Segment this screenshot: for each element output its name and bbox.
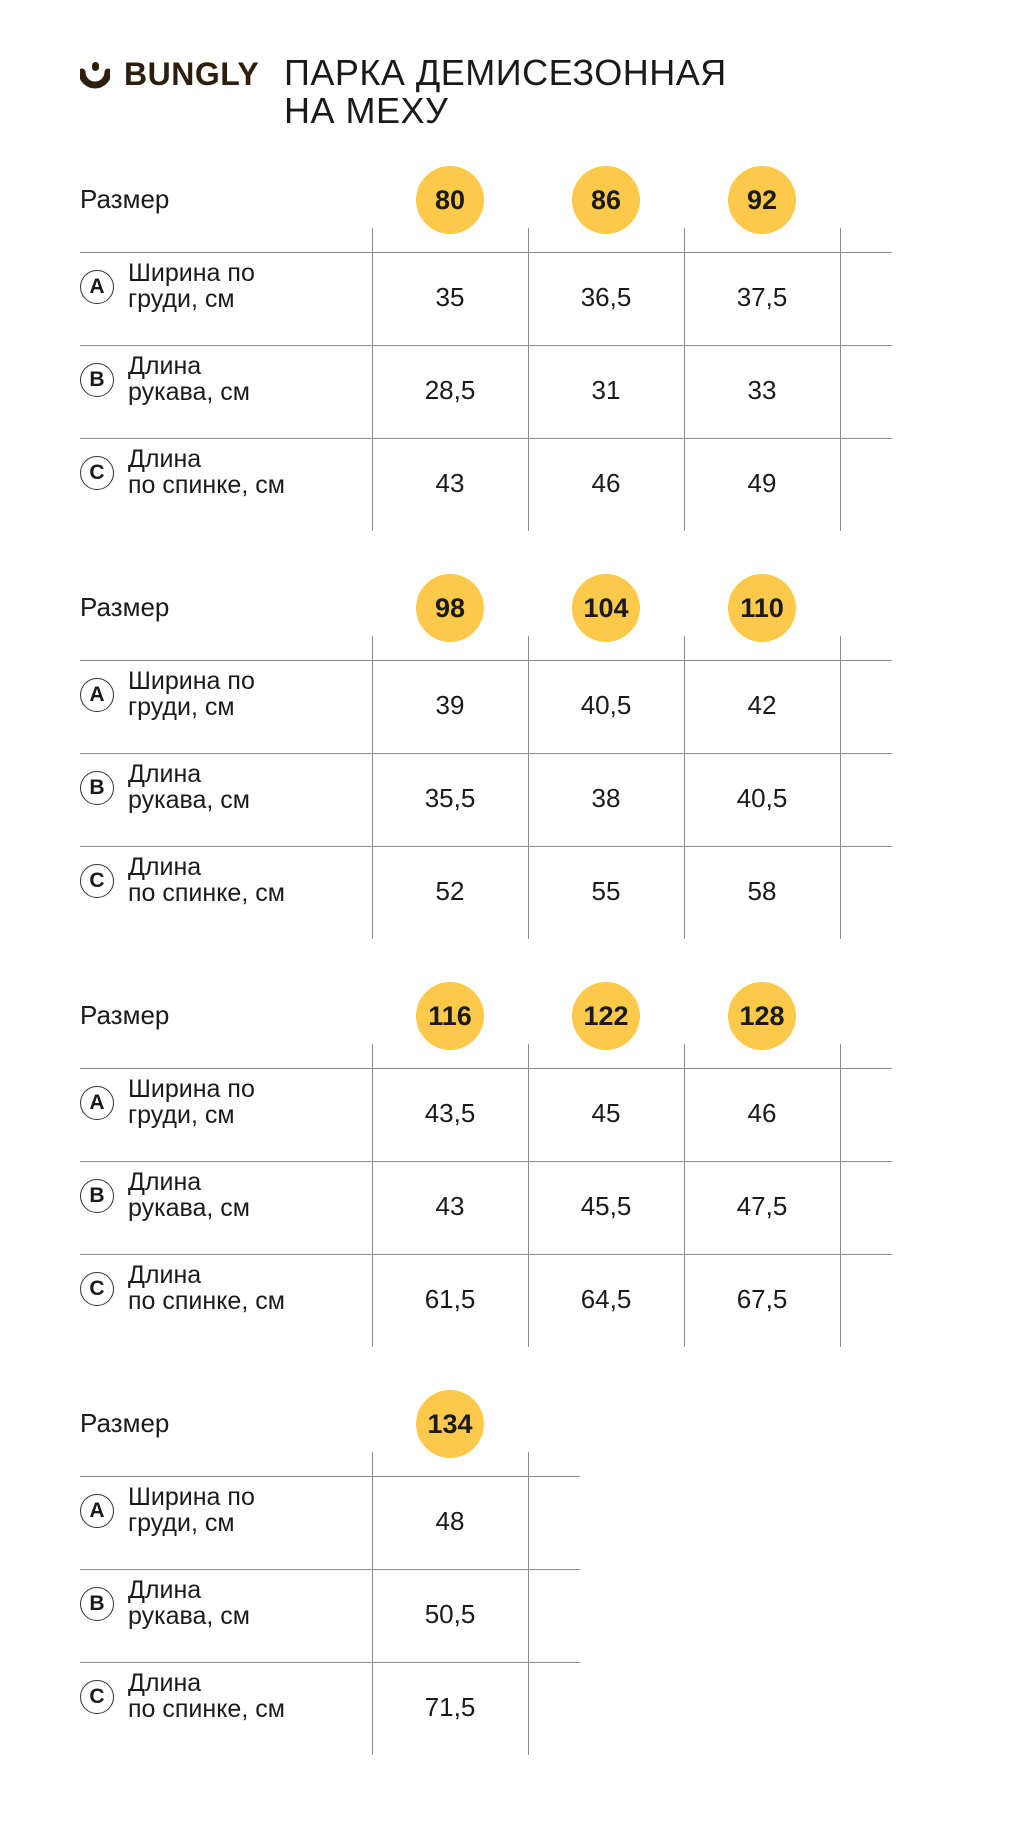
measure-value: 47,5	[736, 1191, 788, 1221]
measure-letter-b: B	[80, 1587, 114, 1621]
brand-name: BUNGLY	[124, 56, 260, 92]
measure-letter-a: A	[80, 270, 114, 304]
size-badge: 86	[572, 166, 640, 234]
measure-value: 71,5	[424, 1692, 476, 1722]
measure-value: 40,5	[580, 690, 632, 720]
measure-value: 43	[435, 468, 465, 498]
measure-value: 52	[435, 876, 465, 906]
row-divider	[80, 846, 892, 847]
measure-value: 35	[435, 282, 465, 312]
measure-value: 45,5	[580, 1191, 632, 1221]
size-label: Размер	[80, 1408, 170, 1438]
page-title: ПАРКА ДЕМИСЕЗОННАЯ НА МЕХУ	[284, 52, 727, 131]
column-divider	[840, 1044, 841, 1347]
measure-value: 28,5	[424, 375, 476, 405]
measure-value: 43,5	[424, 1098, 476, 1128]
row-divider	[80, 753, 892, 754]
measure-label: Ширина по груди, см	[128, 1075, 255, 1129]
size-badge: 116	[416, 982, 484, 1050]
row-divider	[80, 252, 892, 253]
measure-label: Длина рукава, см	[128, 352, 250, 406]
size-label: Размер	[80, 184, 170, 214]
measure-label: Ширина по груди, см	[128, 1483, 255, 1537]
measure-letter-a: A	[80, 1086, 114, 1120]
measure-value: 37,5	[736, 282, 788, 312]
measure-label: Длина по спинке, см	[128, 1669, 285, 1723]
column-divider	[840, 228, 841, 531]
measure-label: Ширина по груди, см	[128, 259, 255, 313]
column-divider	[528, 1452, 529, 1755]
size-table	[80, 160, 900, 531]
row-divider	[80, 1476, 580, 1477]
measure-value: 55	[591, 876, 621, 906]
size-label: Размер	[80, 1000, 170, 1030]
measure-letter-c: C	[80, 1680, 114, 1714]
measure-label: Длина по спинке, см	[128, 445, 285, 499]
measure-label: Длина рукава, см	[128, 1168, 250, 1222]
size-badge: 134	[416, 1390, 484, 1458]
measure-value: 46	[747, 1098, 777, 1128]
row-divider	[80, 1068, 892, 1069]
measure-value: 49	[747, 468, 777, 498]
measure-label: Ширина по груди, см	[128, 667, 255, 721]
measure-letter-c: C	[80, 864, 114, 898]
measure-letter-c: C	[80, 456, 114, 490]
measure-value: 45	[591, 1098, 621, 1128]
bungly-logo-icon	[80, 60, 110, 90]
size-badge: 110	[728, 574, 796, 642]
measure-value: 67,5	[736, 1284, 788, 1314]
measure-value: 40,5	[736, 783, 788, 813]
measure-label: Длина по спинке, см	[128, 853, 285, 907]
size-table	[80, 1384, 900, 1755]
measure-value: 50,5	[424, 1599, 476, 1629]
measure-value: 43	[435, 1191, 465, 1221]
measure-value: 31	[591, 375, 621, 405]
size-badge: 128	[728, 982, 796, 1050]
brand-logo	[80, 56, 259, 93]
measure-letter-a: A	[80, 1494, 114, 1528]
size-badge: 122	[572, 982, 640, 1050]
row-divider	[80, 1662, 580, 1663]
measure-value: 42	[747, 690, 777, 720]
row-divider	[80, 1161, 892, 1162]
size-badge: 92	[728, 166, 796, 234]
measure-value: 39	[435, 690, 465, 720]
measure-value: 38	[591, 783, 621, 813]
size-badge: 104	[572, 574, 640, 642]
measure-value: 48	[435, 1506, 465, 1536]
row-divider	[80, 438, 892, 439]
measure-value: 64,5	[580, 1284, 632, 1314]
size-table	[80, 568, 900, 939]
measure-label: Длина рукава, см	[128, 760, 250, 814]
measure-letter-c: C	[80, 1272, 114, 1306]
row-divider	[80, 345, 892, 346]
measure-letter-b: B	[80, 363, 114, 397]
size-table	[80, 976, 900, 1347]
measure-label: Длина рукава, см	[128, 1576, 250, 1630]
size-label: Размер	[80, 592, 170, 622]
measure-letter-b: B	[80, 771, 114, 805]
measure-value: 33	[747, 375, 777, 405]
row-divider	[80, 660, 892, 661]
measure-value: 36,5	[580, 282, 632, 312]
measure-letter-a: A	[80, 678, 114, 712]
row-divider	[80, 1254, 892, 1255]
measure-value: 61,5	[424, 1284, 476, 1314]
size-badge: 80	[416, 166, 484, 234]
row-divider	[80, 1569, 580, 1570]
measure-label: Длина по спинке, см	[128, 1261, 285, 1315]
measure-value: 58	[747, 876, 777, 906]
measure-value: 35,5	[424, 783, 476, 813]
measure-letter-b: B	[80, 1179, 114, 1213]
measure-value: 46	[591, 468, 621, 498]
size-badge: 98	[416, 574, 484, 642]
column-divider	[840, 636, 841, 939]
